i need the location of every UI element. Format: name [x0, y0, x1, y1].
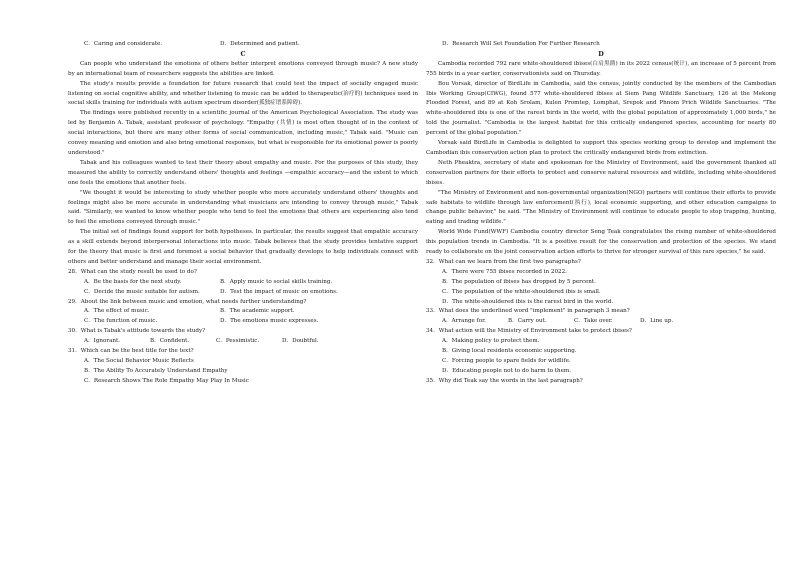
passage-c-paragraph: Tabak and his colleagues wanted to test their theory about empathy and music. For the purposes of this study, they measured the ability to correctly understand others' thoughts and feelings —empathic accuracy—and the extent to which one feels the emotions that another feels. [68, 159, 418, 186]
question-34-option-c: C．Forcing people to spare fields for wildlife. [442, 358, 571, 364]
passage-c-paragraph: "We thought it would be interesting to study whether people who more accurately understand others' thoughts and feelings might also be more accurate in understanding what musicians are intending to convey through music," Tabak said. "Similarly, we wanted to know whether people who tend to feel the emotions that others are experiencing also tend to feel the emotions conveyed through music." [68, 189, 418, 226]
question-29-option-b: B．The academic support. [220, 308, 295, 315]
passage-d-paragraph: World Wide Fund(WWF) Cambodia country director Seng Teak congratulates the rising number of white-shouldered ibis population trends in Cambodia. "It is a positive result for the conservation and protection of the species. We stand ready to collaborate on the joint conservation action efforts to thrive for stronger survival of this rare species," he said. [426, 229, 776, 256]
question-30-options-row [84, 337, 418, 347]
question-32-option-c: C．The population of the white-shouldered ibis is small. [442, 288, 601, 295]
prev-option-c: C．Caring and considerate. [84, 41, 163, 47]
passage-c-paragraph: The initial set of findings found support for both hypotheses. In particular, the results suggest that empathic accuracy as a skill extends beyond interpersonal interactions into music. Tabak believes that the study provides tentative support for the theory that music is first and foremost a social behavior that gradually develops to help individuals connect with others and better understand and manage their social environment. [68, 229, 418, 265]
question-28-option-c: C．Decide the music suitable for autism. [84, 288, 200, 295]
passage-c-paragraph: Can people who understand the emotions of others better interpret emotions conveyed through music? A new study by an international team of researchers suggests the abilities are linked. [68, 60, 418, 77]
question-33-stem: 33．What does the underlined word "implement" in paragraph 3 mean? [426, 308, 630, 315]
question-33-option-d: D．Line up. [640, 318, 674, 325]
question-31-option-b: B．The Ability To Accurately Understand Empathy [84, 367, 228, 374]
question-32-option-a: A．There were 755 ibises recorded in 2022. [442, 268, 567, 275]
question-28-options-row [84, 288, 418, 298]
passage-d-paragraph: Bou Vorsak, director of BirdLife in Cambodia, said the census, jointly conducted by the members of the Cambodian Ibis Working Group(CIWG), found 577 white-shouldered ibises at Siem Pang Wildlife Sanctuary, 126 at the Mekong Flooded Forest, and 89 at Koh Srolam, Kulen Promtep, Lomphat, Srepok and Phnom Prich Wildlife Sanctuaries. "The white-shouldered ibis is one of the rarest birds in the world, with the global population of approximately 1,000 birds," he told the journalist. "Cambodia is the largest habitat for this critically endangered species, accounting for nearly 80 percent of the global population." [426, 80, 776, 137]
prev-option-d: D．Determined and patient. [220, 41, 300, 47]
question-32-option-b: B．The population of ibises has dropped by 5 percent. [442, 278, 596, 285]
question-29-options-row [84, 307, 418, 317]
question-29-stem: 29．About the link between music and emotion, what needs further understanding? [68, 298, 307, 305]
question-32-stem: 32．What can we learn from the first two paragraphs? [426, 258, 581, 265]
question-33-option-b: B．Carry out. [508, 318, 547, 325]
question-31-option-a: A．The Social Behavior Music Reflects [84, 358, 194, 364]
question-34-stem: 34．What action will the Ministry of Environment take to protect ibises? [426, 328, 632, 335]
question-28-option-a: A．Be the basis for the next study. [84, 278, 182, 285]
left-column [68, 40, 418, 387]
question-30-option-a: A．Ignorant. [84, 338, 121, 345]
question-30-option-d: D．Doubtful. [282, 338, 319, 345]
question-29-option-d: D．The emotions music expresses. [220, 318, 319, 325]
passage-c-paragraph: The findings were published recently in a scientific journal of the American Psychological Association. The study was led by Benjamin A. Tabak, assistant professor of psychology. "Empathy (共情) is most often thought of in the context of social interactions, but there are many other forms of social communication, including music," Tabak said. "Music can convey meaning and emotion and also bring emotional responses, but what is responsible for its emotional power is poorly understood." [68, 110, 418, 156]
passage-d-paragraph: Neth Pheaktra, secretary of state and spokesman for the Ministry of Environment, said the government thanked all conservation partners for their efforts to protect and conserve natural resources and wildlife, including white-shouldered ibises. [426, 159, 776, 186]
question-30-option-b: B．Confident. [150, 338, 190, 345]
question-31-option-c: C．Research Shows The Role Empathy May Play In Music [84, 377, 249, 384]
question-29-options-row [84, 317, 418, 327]
question-29-option-c: C．The function of music. [84, 318, 158, 325]
question-34-option-a: A．Making policy to protect them. [442, 338, 540, 345]
question-28-stem: 28．What can the study result be used to do? [68, 268, 197, 275]
question-32-option-d: D．The white-shouldered ibis is the rarest bird in the world. [442, 298, 614, 305]
right-column [426, 40, 776, 387]
question-28-option-d: D．Test the impact of music on emotions. [220, 288, 338, 295]
question-30-option-c: C．Pessimistic. [216, 338, 260, 345]
question-28-options-row [84, 278, 418, 288]
question-29-option-a: A．The effect of music. [84, 308, 150, 315]
prev-question-option-d: D．Research Will Set Foundation For Further Research [442, 41, 600, 47]
passage-d-paragraph: Cambodia recorded 792 rare white-shouldered ibises(白肩黑鹮) in its 2022 census(统计), an increase of 5 percent from 755 birds in a year earlier, conservationists said on Thursday. [426, 60, 776, 77]
question-34-option-d: D．Educating people not to do harm to them. [442, 367, 571, 374]
question-31-stem: 31．Which can be the best title for the text? [68, 348, 194, 355]
question-33-option-a: A．Arrange for. [442, 318, 486, 325]
question-30-stem: 30．What is Tabak's attitude towards the study? [68, 328, 206, 335]
passage-c-paragraph: The study's results provide a foundation for future research that could test the impact of socially engaged music listening on social cognitive ability, and whether listening to music can be added to therapeutic(治疗的) techniques used in social skills training for individuals with autism spectrum disorder(孤独症谱系障碍). [68, 80, 418, 107]
passage-d-paragraph: "The Ministry of Environment and non-governmental organization(NGO) partners will continue their efforts to provide safe habitats to wildlife through law enforcement(执行), local economic supporting, and other education campaigns to change public behavior," he said. "The Ministry of Environment will continue to educate people to stop trapping, hunting, eating and trading wildlife." [426, 189, 776, 226]
question-35-stem: 35．Why did Teak say the words in the last paragraph? [426, 377, 583, 384]
section-label-d: D [598, 49, 604, 58]
section-label-c: C [240, 49, 246, 58]
question-28-option-b: B．Apply music to social skills training. [220, 278, 333, 285]
prev-question-options [84, 40, 418, 50]
passage-d-paragraph: Vorsak said BirdLife in Cambodia is delighted to support this species working group to develop and implement the Cambodian ibis conservation action plan to protect the critically endangered birds from extinction. [426, 140, 776, 156]
question-33-options-row [442, 317, 776, 327]
question-33-option-c: C．Take over. [574, 318, 613, 325]
question-34-option-b: B．Giving local residents economic supporting. [442, 348, 577, 355]
